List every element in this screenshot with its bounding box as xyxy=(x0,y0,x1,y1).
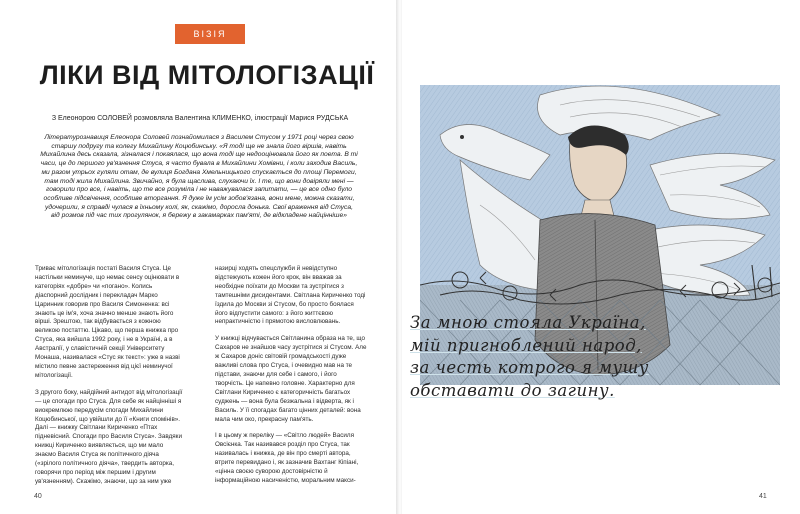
page-number-right: 41 xyxy=(759,493,767,500)
quote-line: за честь котрого я мушу xyxy=(410,358,649,377)
text-column-2 xyxy=(215,265,367,494)
body-paragraph: І в цьому ж переліку — «Світло людей» Василя Овсієнка. Так називався розділ про Стуса, так називалась і книжка, де він про смерті автора, втрите перевидано і, як зазначив Вахтанг Кіпіані, «цінна своєю суворою достовірністю й інформаційною насиченістю, моральним макси- xyxy=(215,432,359,484)
text-column-1 xyxy=(35,265,185,495)
quote-line: обставати до загину. xyxy=(410,380,615,400)
left-page xyxy=(0,0,398,514)
body-paragraph: З другого боку, найдійний антидот від мітологізації — це спогади про Стуса. Для себе як найцінніші я виокремлюю передусім спогади Михайлини Коцюбинської, що увійшли до її «Книги спомінів». Далі — книжку Світлани Кириченко «Птах підневісний. Спогади про Василя Стуса». Завдяки книжці Кириченко виявляється, що ми мало знаємо Василя Стуса як політичного діяча («зрілого політичного діяча», твердить авторка, говорячи про період між першим і другим ув'язненням). Скажімо, знаючи, що за ним уже xyxy=(35,388,183,485)
body-paragraph: У книжці відчувається Світланина образа на те, що Сахаров не знайшов часу зустрітися зі Стусом. Але ж Сахаров доніс світовій громадськості дуже важливі слова про Стуса, і очевидно мав на те підстави, знаючи для себе і самого, і його творчість. Це напевно головне. Характерно для Світлани Кириченко є категоричність багатьох суджень — вона була безжальна і відверта, як і Василь. У її спогадах багато цінних деталей: вона мала чим око, прекрасну пам'ять. xyxy=(215,335,367,423)
quote-line: За мною стояла Україна, xyxy=(410,313,646,332)
section-tag: ВІЗІЯ xyxy=(175,24,245,44)
byline: З Елеонорою СОЛОВЕЙ розмовляла Валентина КЛИМЕНКО, ілюстрації Марися РУДСЬКА xyxy=(51,115,349,122)
page-number-left: 40 xyxy=(34,493,42,500)
quote-line: мій пригноблений народ, xyxy=(410,335,642,355)
headline: ЛІКИ ВІД МІТОЛОГІЗАЦІЇ xyxy=(39,60,375,90)
handwritten-quote xyxy=(410,312,770,402)
body-paragraph: назирці ходять спецслужби й невідступно відстежують кожен його крок, він вважав за необхідне поїхати до Москви та зустрітися з тамтешніми дисидентами. Світлана Кириченко тоді їздила до Москви зі Стусом, бо просто боялася його відпустити самого: з його життєвою непрактичністю і прямотою висловлювань. xyxy=(215,265,366,326)
right-page xyxy=(402,0,800,514)
lead-paragraph: Літературознавиця Елеонора Соловей познайомилася з Василем Стусом у 1971 році через свою старшу подругу та колегу Михайлину Коцюбинську. «Я тоді ще не знала його віршів, навіть Михайлина десь сказала, зізналася і покаялася, що вона тоді ще недооцінювала його як поета. В ті часи, це до першого ув'язнення Стуса, я часто бувала в Михайлини Хомівни, і коли заходив Василь, ми разом утрьох гуляли отам, де вулиця Богдана Хмельницького спускається до площі Перемоги, там тоді жила Михайлина. Звичайно, я була щаслива, слухаючи їх. І те, що вони довіряли мені — говорили про все, і навіть, що те все розуміла і не наважувалася запитати, — це все одно було особливе підсвічення, особливе вторгання. Я дуже їм усім зобов'язана, вони мене, можна сказати, удочерили, я справді чулася в їхньому колі, як, скажімо, доросла донька. Свої враження від Стуса, від розмов під час тих прогулянок, я бережу в закамарках пам'яті, де відкладене найцінніше» xyxy=(40,134,358,220)
dove-man-barbed-wire-illustration xyxy=(420,85,780,485)
body-paragraph: Триває мітологізація постаті Василя Стуса. Це настільки неминуче, що немає сенсу оцінювати в категоріях «добре» чи «погано». Колись діаспорний дослідник і перекладач Марко Царинник говорив про Василя Симоненка: всі знають це ім'я, хоча значно менше знають його вірші. Зрештою, так відбувається з кожною великою постаттю. Цікаво, що перша книжка про Стуса, яка вийшла 1992 року, і не в Україні, а в Австралії, у славістичній секції Університету Монаша, називалася «Стус як текст»: уже в назві містило певне застереження від цієї неминучої мітологізації. xyxy=(35,265,180,379)
